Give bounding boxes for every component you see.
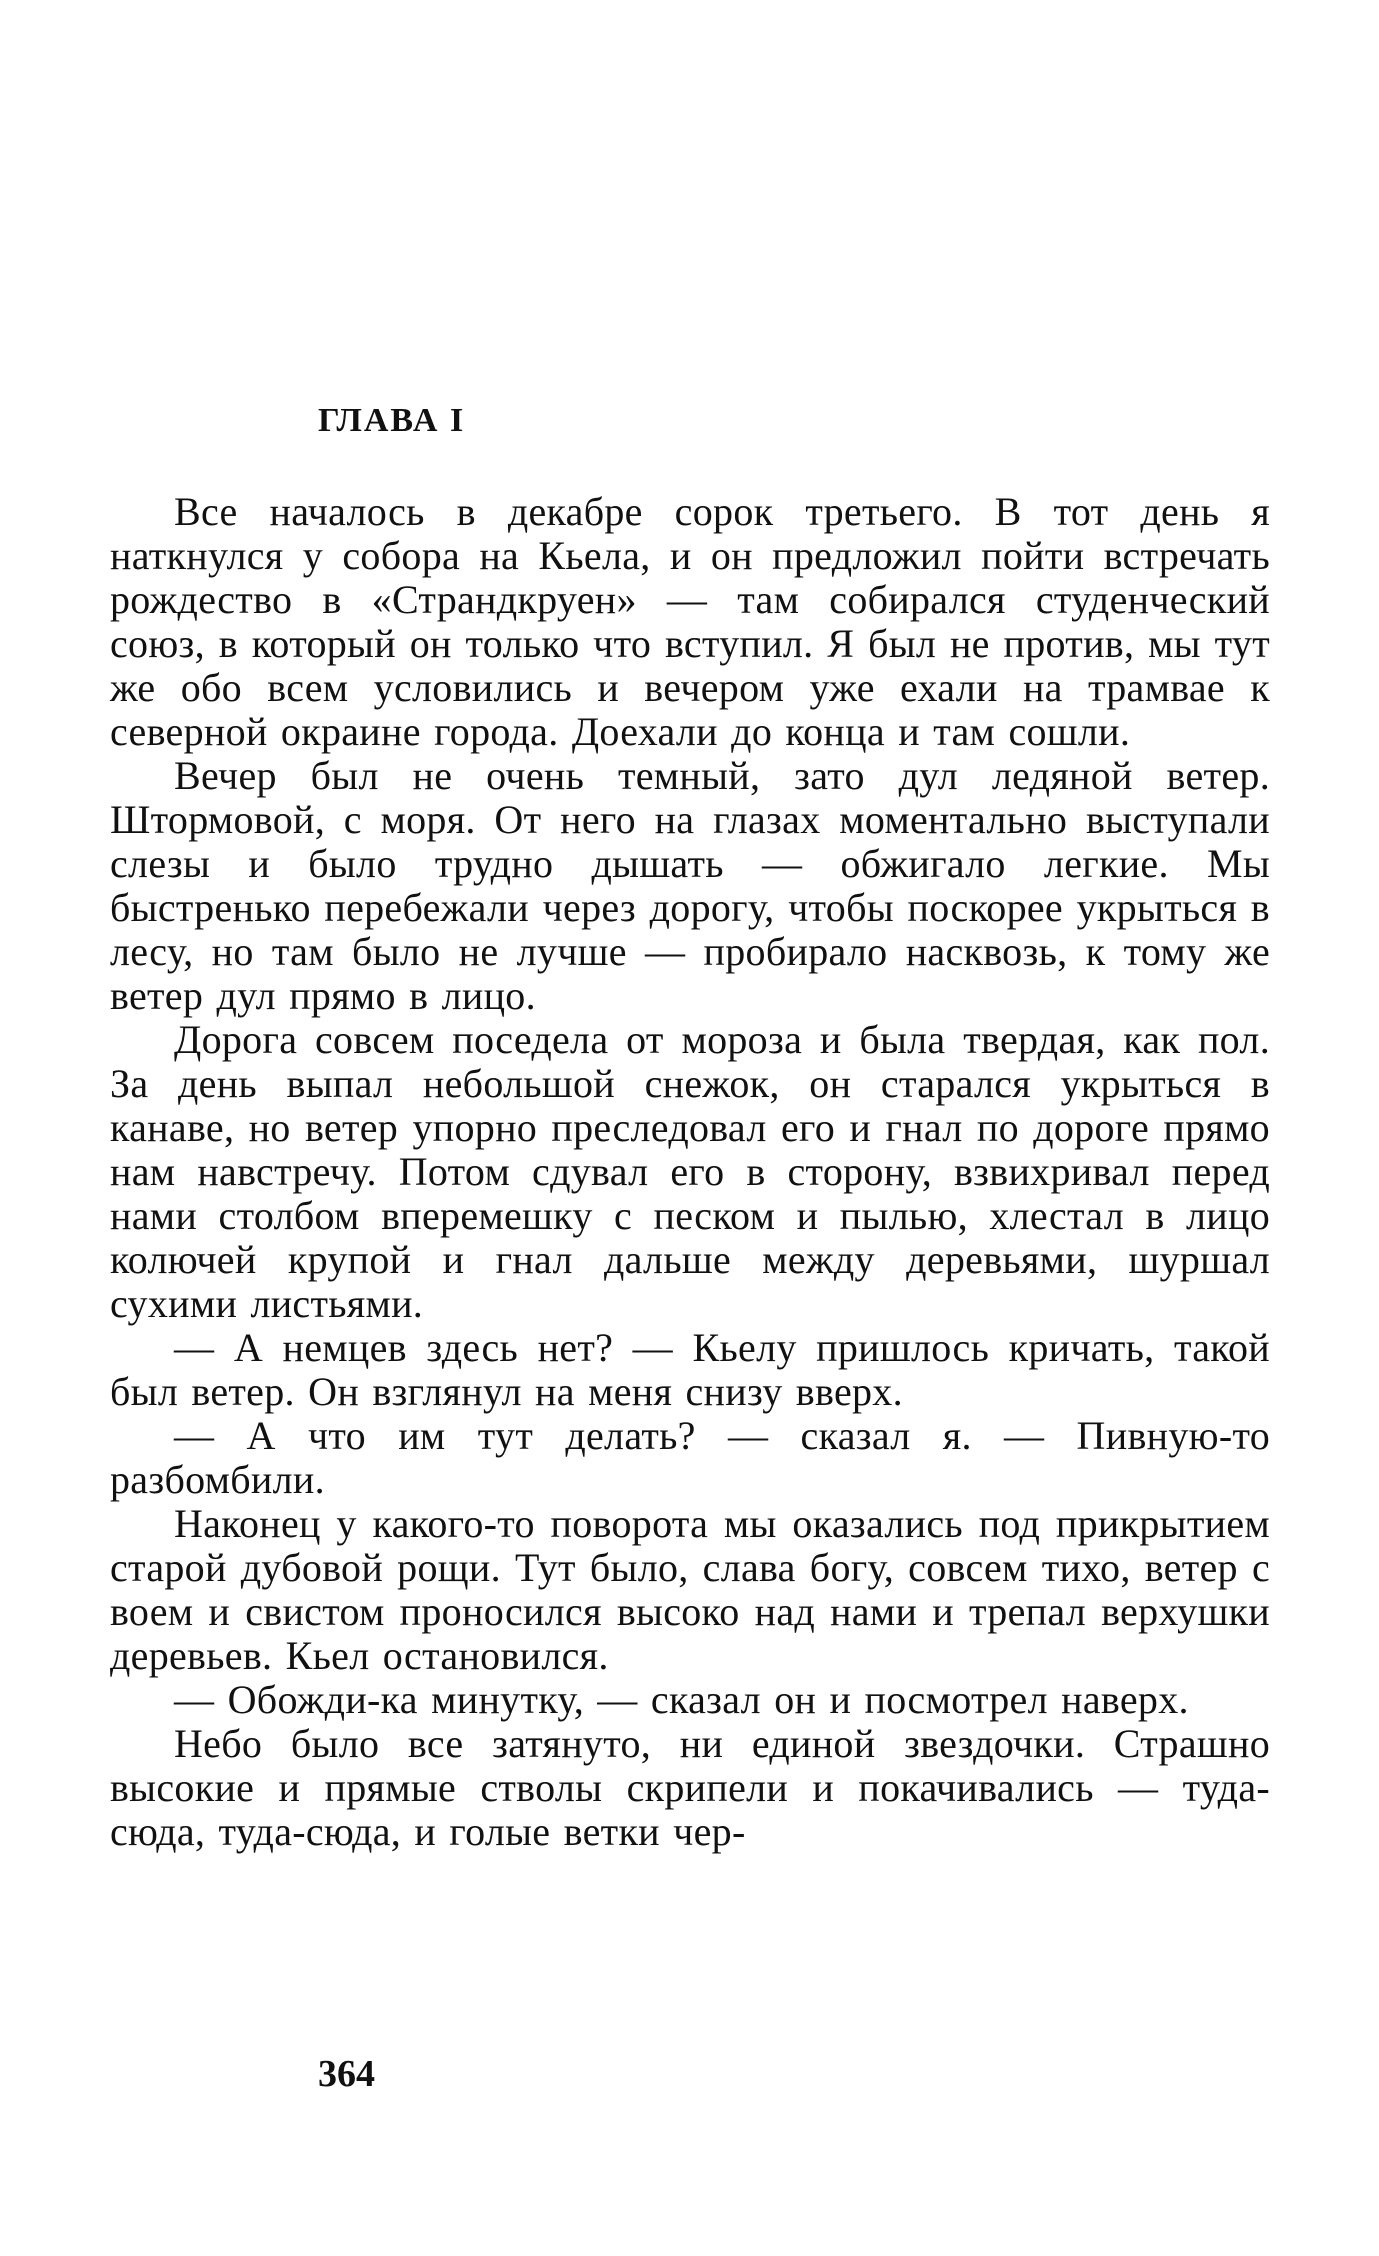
- paragraph: Наконец у какого-то поворота мы оказались под прикрытием старой дубовой рощи. Тут было, слава богу, совсем тихо, ветер с воем и свистом проносился высоко над нами и трепал верхушки деревьев. Кьел остановился.: [110, 1501, 1270, 1678]
- paragraph: — А что им тут делать? — сказал я. — Пивную-то разбомбили.: [110, 1413, 1270, 1502]
- paragraph: Дорога совсем поседела от мороза и была твердая, как пол. За день выпал небольшой снежок, он старался укрыться в канаве, но ветер упорно преследовал его и гнал по дороге прямо нам навстречу. Потом сдувал его в сторону, взвихривал перед нами столбом вперемешку с песком и пылью, хлестал в лицо колючей крупой и гнал дальше между деревьями, шуршал сухими листьями.: [110, 1017, 1270, 1326]
- paragraph: Небо было все затянуто, ни единой звездочки. Страшно высокие и прямые стволы скрипели и покачивались — туда-сюда, туда-сюда, и голые ветки чер-: [110, 1721, 1270, 1854]
- paragraph: — А немцев здесь нет? — Кьелу пришлось кричать, такой был ветер. Он взглянул на меня снизу вверх.: [110, 1325, 1270, 1414]
- paragraph: — Обожди-ка минутку, — сказал он и посмотрел наверх.: [174, 1677, 1189, 1722]
- paragraph: Вечер был не очень темный, зато дул ледяной ветер. Штормовой, с моря. От него на глазах моментально выступали слезы и было трудно дышать — обжигало легкие. Мы быстренько перебежали через дорогу, чтобы поскорее укрыться в лесу, но там было не лучше — пробирало насквозь, к тому же ветер дул прямо в лицо.: [110, 753, 1270, 1018]
- paragraph: Все началось в декабре сорок третьего. В тот день я наткнулся у собора на Кьела, и он предложил пойти встречать рождество в «Страндкруен» — там собирался студенческий союз, в который он только что вступил. Я был не против, мы тут же обо всем условились и вечером уже ехали на трамвае к северной окраине города. Доехали до конца и там сошли.: [110, 489, 1270, 754]
- chapter-title: ГЛАВА I: [318, 402, 466, 439]
- page-number: 364: [318, 2053, 375, 2095]
- body-text: [110, 490, 1270, 1854]
